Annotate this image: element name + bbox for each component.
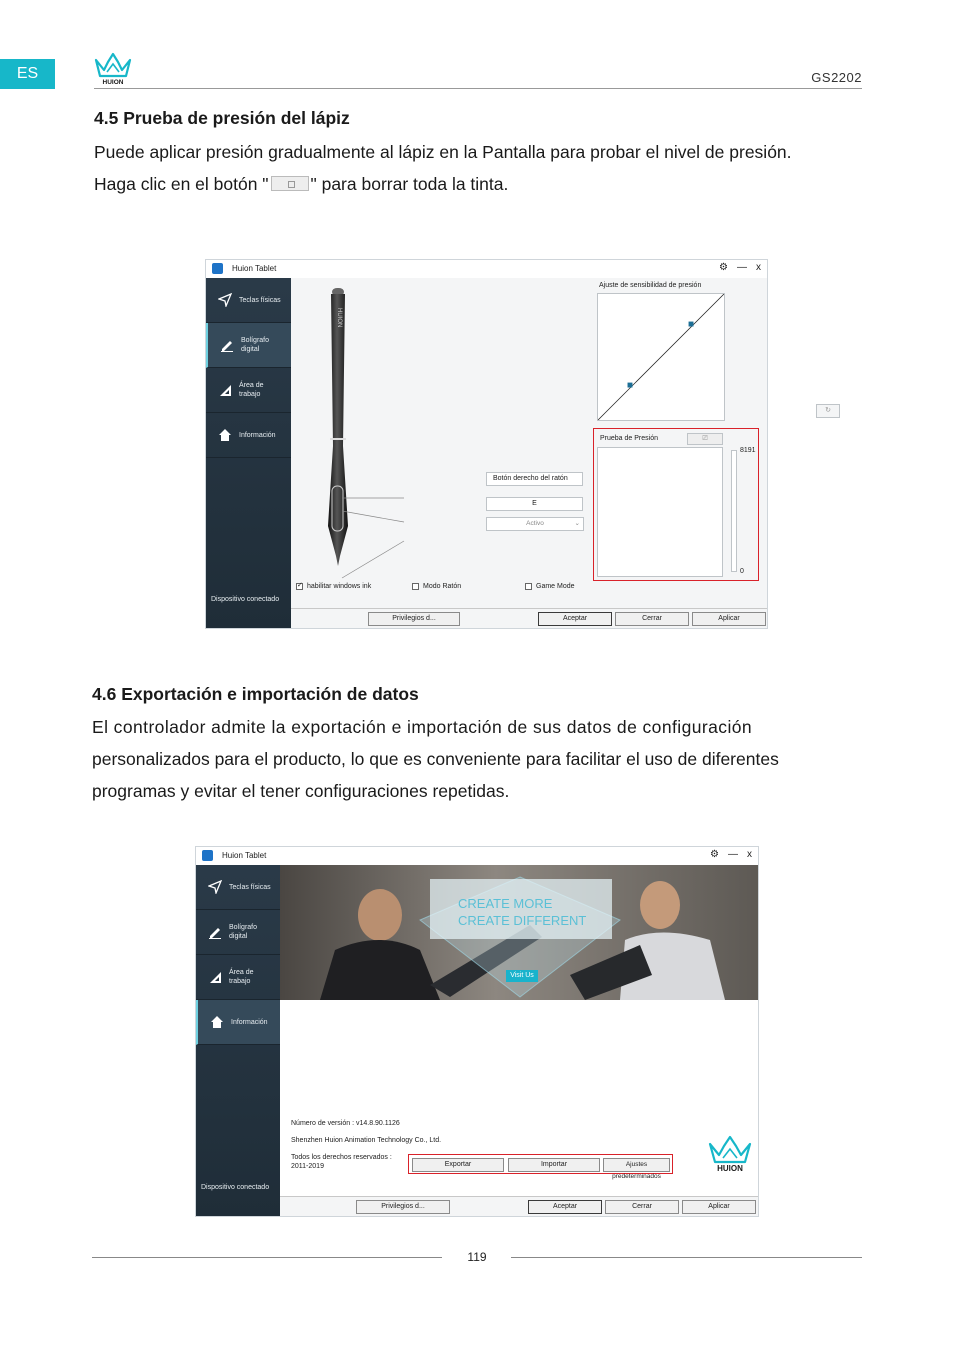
import-button[interactable]: Importar (508, 1158, 600, 1172)
company-text: Shenzhen Huion Animation Technology Co., Ltd. (291, 1137, 442, 1144)
game-mode-checkbox[interactable] (525, 583, 575, 590)
lower-button-function[interactable]: E (486, 497, 583, 511)
paragraph-line: Puede aplicar presión gradualmente al lápiz en la Pantalla para probar el nivel de presión. (94, 142, 792, 162)
paragraph-line: programas y evitar el tener configuraciones repetidas. (92, 781, 510, 801)
button-row (280, 1196, 758, 1216)
close-button[interactable]: x (756, 262, 761, 273)
minimize-button[interactable]: — (728, 849, 738, 860)
close-button[interactable]: x (747, 849, 752, 860)
header-divider (94, 88, 862, 89)
home-icon (210, 1015, 224, 1029)
page-number: 119 (467, 1250, 487, 1264)
title-bar (196, 847, 758, 865)
sidebar-item-keys[interactable] (196, 865, 281, 910)
checkbox-label: habilitar windows ink (307, 583, 372, 590)
banner-line: CREATE MORE (458, 896, 553, 911)
sidebar-item-label: Área de trabajo (239, 382, 264, 398)
sensitivity-title: Ajuste de sensibilidad de presión (599, 282, 702, 289)
reset-curve-button[interactable] (816, 404, 840, 418)
settings-gear-icon[interactable]: ⚙ (710, 849, 719, 860)
sidebar-item-work-area[interactable] (196, 955, 281, 1000)
sidebar-item-label: Teclas físicas (239, 296, 281, 304)
sidebar-item-info[interactable] (196, 1000, 281, 1045)
sidebar-item-pen[interactable] (206, 323, 291, 368)
sidebar (206, 278, 291, 628)
sidebar-item-info[interactable] (206, 413, 291, 458)
minimize-button[interactable]: — (737, 262, 747, 273)
pressure-level-bar (731, 450, 737, 572)
checkbox-label: Modo Ratón (423, 583, 462, 590)
svg-text:HUION: HUION (102, 79, 124, 86)
export-button[interactable]: Exportar (412, 1158, 504, 1172)
checkbox-icon (412, 583, 419, 590)
pen-icon (208, 925, 222, 939)
paragraph-line (94, 168, 508, 200)
huion-app-icon (202, 850, 213, 861)
sidebar-item-pen[interactable] (196, 910, 281, 955)
privileges-button[interactable]: Privilegios d... (368, 612, 460, 626)
pressure-test-canvas[interactable] (597, 447, 723, 577)
svg-text:HUION: HUION (717, 1164, 743, 1173)
model-name: GS2202 (811, 70, 862, 85)
sidebar-item-label: Información (231, 1018, 268, 1026)
triangle-ruler-icon (218, 383, 232, 397)
version-text: Número de versión : v14.8.90.1126 (291, 1120, 400, 1127)
footer-divider-right (511, 1257, 862, 1258)
pen-settings-window (205, 259, 831, 629)
pen-tip-select[interactable] (486, 517, 584, 531)
send-icon (208, 880, 222, 894)
reset-icon: ↻ (825, 407, 831, 414)
sidebar-item-label: Teclas físicas (229, 883, 271, 891)
clear-ink-button-illustration (271, 176, 309, 191)
sidebar-item-work-area[interactable] (206, 368, 291, 413)
eraser-icon: ⎚ (702, 435, 708, 442)
curve-handle[interactable] (628, 383, 633, 388)
paragraph-line: El controlador admite la exportación e importación de sus datos de configuración (92, 717, 753, 737)
pen-settings-content (291, 278, 831, 628)
paragraph-text: " para borrar toda la tinta. (310, 174, 509, 194)
sensitivity-curve[interactable] (597, 293, 725, 421)
section-heading-export-import: 4.6 Exportación e importación de datos (92, 684, 419, 704)
banner-slogan (458, 895, 586, 929)
years-text: 2011-2019 (291, 1163, 324, 1170)
svg-text:HUION: HUION (336, 308, 342, 328)
mouse-mode-checkbox[interactable] (412, 583, 461, 590)
privileges-button[interactable]: Privilegios d... (356, 1200, 450, 1214)
button-row (291, 608, 767, 628)
checkbox-checked-icon (296, 583, 303, 590)
paragraph-text: Haga clic en el botón " (94, 174, 269, 194)
send-icon (218, 293, 232, 307)
home-icon (218, 428, 232, 442)
info-window (195, 846, 759, 1217)
huion-app-icon (212, 263, 223, 274)
close-window-button[interactable]: Cerrar (615, 612, 689, 626)
window-title: Huion Tablet (232, 264, 277, 273)
sidebar (196, 865, 280, 1216)
sidebar-item-label: Información (239, 431, 276, 439)
sidebar-item-label: Bolígrafo digital (241, 337, 270, 353)
accept-button[interactable]: Aceptar (538, 612, 612, 626)
checkbox-icon (525, 583, 532, 590)
pen-button-connectors (341, 483, 491, 583)
defaults-button[interactable]: Ajustes predeterminados (603, 1158, 670, 1172)
windows-ink-checkbox[interactable] (296, 583, 371, 590)
huion-logo (93, 52, 133, 86)
chevron-down-icon: ⌄ (574, 520, 580, 527)
clear-ink-button[interactable] (687, 433, 723, 445)
pressure-min-label: 0 (740, 568, 744, 575)
close-window-button[interactable]: Cerrar (605, 1200, 679, 1214)
banner-line: CREATE DIFFERENT (458, 913, 587, 928)
huion-logo (706, 1135, 754, 1173)
device-status: Dispositivo conectado (211, 596, 280, 603)
triangle-ruler-icon (208, 970, 222, 984)
sidebar-item-label: Bolígrafo digital (229, 924, 258, 940)
sidebar-item-label: Área de trabajo (229, 969, 254, 985)
device-status: Dispositivo conectado (201, 1184, 270, 1191)
info-content (280, 865, 758, 1216)
apply-button[interactable]: Aplicar (692, 612, 766, 626)
settings-gear-icon[interactable]: ⚙ (719, 262, 728, 273)
title-bar (206, 260, 767, 278)
checkbox-label: Game Mode (536, 583, 575, 590)
pressure-test-title: Prueba de Presión (600, 435, 658, 442)
window-title: Huion Tablet (222, 851, 267, 860)
curve-handle[interactable] (689, 322, 694, 327)
sidebar-item-keys[interactable] (206, 278, 291, 323)
rights-text: Todos los derechos reservados : (291, 1154, 392, 1161)
pen-icon (220, 338, 234, 352)
visit-us-button[interactable]: Visit Us (506, 970, 538, 982)
select-value: Activo (526, 520, 544, 527)
accept-button[interactable]: Aceptar (528, 1200, 602, 1214)
upper-button-function[interactable]: Botón derecho del ratón (486, 472, 583, 486)
section-heading-pressure-test: 4.5 Prueba de presión del lápiz (94, 108, 350, 128)
language-tab: ES (0, 59, 55, 89)
promo-banner (280, 865, 758, 1000)
paragraph-line: personalizados para el producto, lo que es conveniente para facilitar el uso de diferentes (92, 749, 779, 769)
apply-button[interactable]: Aplicar (682, 1200, 756, 1214)
pressure-max-label: 8191 (740, 447, 756, 454)
